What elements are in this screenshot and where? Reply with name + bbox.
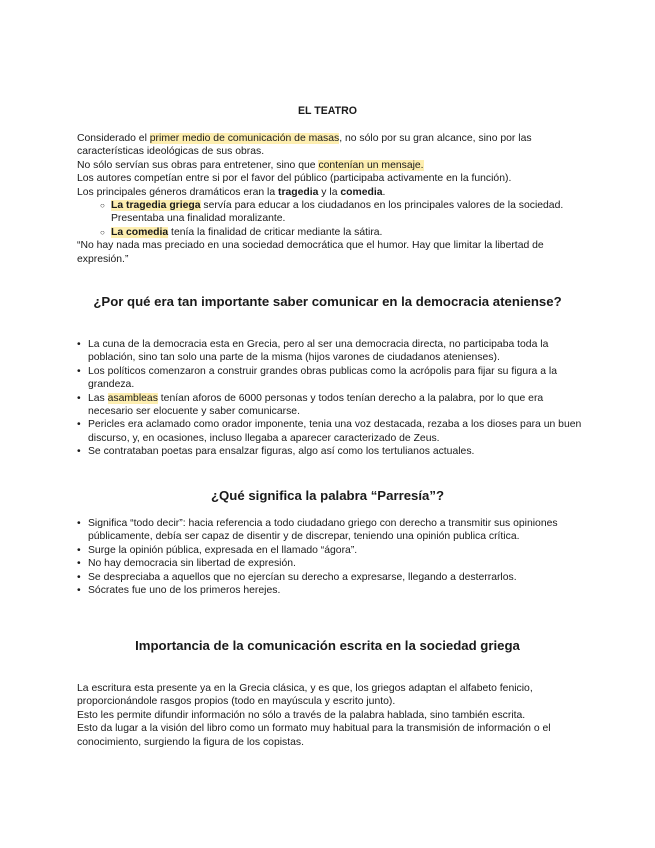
intro-paragraph-1: [77, 132, 582, 159]
sub-item-highlight: La tragedia griega: [111, 200, 201, 212]
intro-section: [77, 132, 582, 266]
intro-p1-highlight: primer medio de comunicación de masas: [149, 133, 340, 144]
intro-p4-text: Los principales géneros dramáticos eran la: [77, 186, 278, 198]
section-1-body: [77, 338, 582, 459]
page-title: EL TEATRO: [297, 105, 358, 117]
intro-p4-text-mid: y la: [318, 186, 341, 198]
intro-paragraph-2: [77, 159, 582, 172]
intro-paragraph-3: Los autores competían entre si por el favor del público (participaba activamente en la función).: [77, 173, 512, 185]
bullet-item: • Las asambleas tenían aforos de 6000 personas y todos tenían derecho a la palabra, por lo que era necesario ser elocuente y saber comunicarse.: [77, 392, 582, 419]
section-1-bullet-list: [77, 338, 582, 459]
asambleas-highlight: asambleas: [107, 392, 158, 404]
bullet-item: • Significa “todo decir”: hacia referencia a todo ciudadano griego con derecho a transmitir sus opiniones públicamente, debía ser capaz de disentir y de discrepar, teniendo una opinión publica crítica.: [77, 517, 582, 544]
section-2-bullet-list: [77, 517, 582, 597]
intro-p4-comedia: comedia: [340, 186, 383, 198]
section-2-heading: ¿Qué significa la palabra “Parresía”?: [210, 488, 445, 503]
genres-sublist: [77, 199, 582, 239]
section-1-heading: ¿Por qué era tan importante saber comunicar en la democracia ateniense?: [93, 294, 562, 309]
bullet-item: • Se despreciaba a aquellos que no ejercían su derecho a expresarse, llegando a desterrarlos.: [77, 571, 582, 584]
section-3-paragraph: Esto da lugar a la visión del libro como un formato muy habitual para la transmisión de información o el conocimiento, surgiendo la figura de los copistas.: [77, 723, 551, 748]
section-3-body: [77, 682, 582, 749]
bullet-item: • Los políticos comenzaron a construir grandes obras publicas como la acrópolis para fijar su figura a la grandeza.: [77, 365, 582, 392]
section-3-paragraph: Esto les permite difundir información no sólo a través de la palabra hablada, sino también escrita.: [77, 709, 526, 721]
intro-paragraph-4: [77, 186, 582, 199]
intro-p1-text: Considerado el: [77, 133, 150, 144]
sub-item-text: servía para educar a los ciudadanos en los principales valores de la sociedad. Presentaba una finalidad moralizante.: [111, 200, 564, 225]
bullet-item: • La cuna de la democracia esta en Grecia, pero al ser una democracia directa, no participaba toda la población, sino tan solo una parte de la misma (hijos varones de ciudadanos atenienses).: [77, 338, 582, 365]
section-3-paragraph: La escritura esta presente ya en la Grecia clásica, y es que, los griegos adaptan el alfabeto fenicio, proporcionándole rasgos propios (todo en mayúscula y escrito junto).: [77, 683, 533, 708]
intro-p4-tragedia: tragedia: [278, 186, 319, 198]
bullet-item: • Sócrates fue uno de los primeros herejes.: [77, 584, 582, 597]
sub-item-text: tenía la finalidad de criticar mediante la sátira.: [168, 226, 383, 238]
sub-item-highlight: La comedia: [111, 226, 169, 238]
bullet-item: • No hay democracia sin libertad de expresión.: [77, 557, 582, 570]
section-2-body: [77, 517, 582, 597]
intro-p4-text-end: .: [382, 186, 386, 198]
sub-list-item: [111, 199, 582, 226]
bullet-item: • Pericles era aclamado como orador imponente, tenia una voz destacada, rezaba a los dioses para un buen discurso, y, en ocasiones, incluso llegaba a aparecer caracterizado de Zeus.: [77, 418, 582, 445]
bullet-item: • Se contrataban poetas para ensalzar figuras, algo así como los tertulianos actuales.: [77, 445, 582, 458]
intro-quote: “No hay nada mas preciado en una sociedad democrática que el humor. Hay que limitar la libertad de expresión.”: [77, 240, 544, 265]
section-3-heading: Importancia de la comunicación escrita en la sociedad griega: [135, 638, 520, 653]
intro-p2-text: No sólo servían sus obras para entretener, sino que: [77, 159, 319, 171]
sub-list-item: [111, 226, 582, 239]
intro-p1-text-end: , no sólo por su gran alcance, sino por las características ideológicas de sus obras.: [77, 133, 532, 158]
intro-p2-highlight: contenían un mensaje.: [318, 159, 424, 171]
bullet-item: • Surge la opinión pública, expresada en el llamado “ágora”.: [77, 544, 582, 557]
